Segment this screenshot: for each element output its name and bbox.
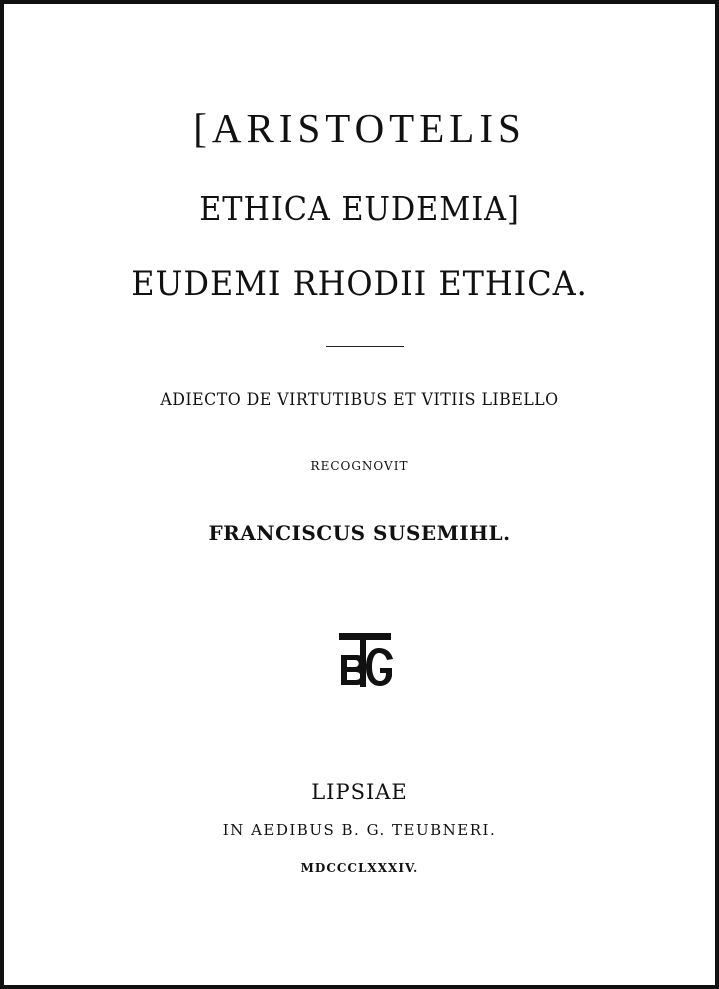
imprint-place: LIPSIAE (311, 780, 408, 804)
recognovit-label: RECOGNOVIT (310, 459, 409, 473)
title-divider (326, 346, 404, 347)
title-line-1: [ARISTOTELIS (193, 105, 526, 151)
imprint-year: MDCCCLXXXIV. (300, 861, 419, 875)
title-line-2: ETHICA EUDEMIA] (199, 189, 520, 228)
publisher-monogram-icon (333, 629, 399, 691)
subtitle: ADIECTO DE VIRTUTIBUS ET VITIIS LIBELLO (160, 390, 559, 410)
title-line-3: EUDEMI RHODII ETHICA. (131, 264, 588, 304)
editor-name: FRANCISCUS SUSEMIHL. (208, 521, 511, 545)
imprint-publisher: IN AEDIBUS B. G. TEUBNERI. (222, 821, 497, 839)
